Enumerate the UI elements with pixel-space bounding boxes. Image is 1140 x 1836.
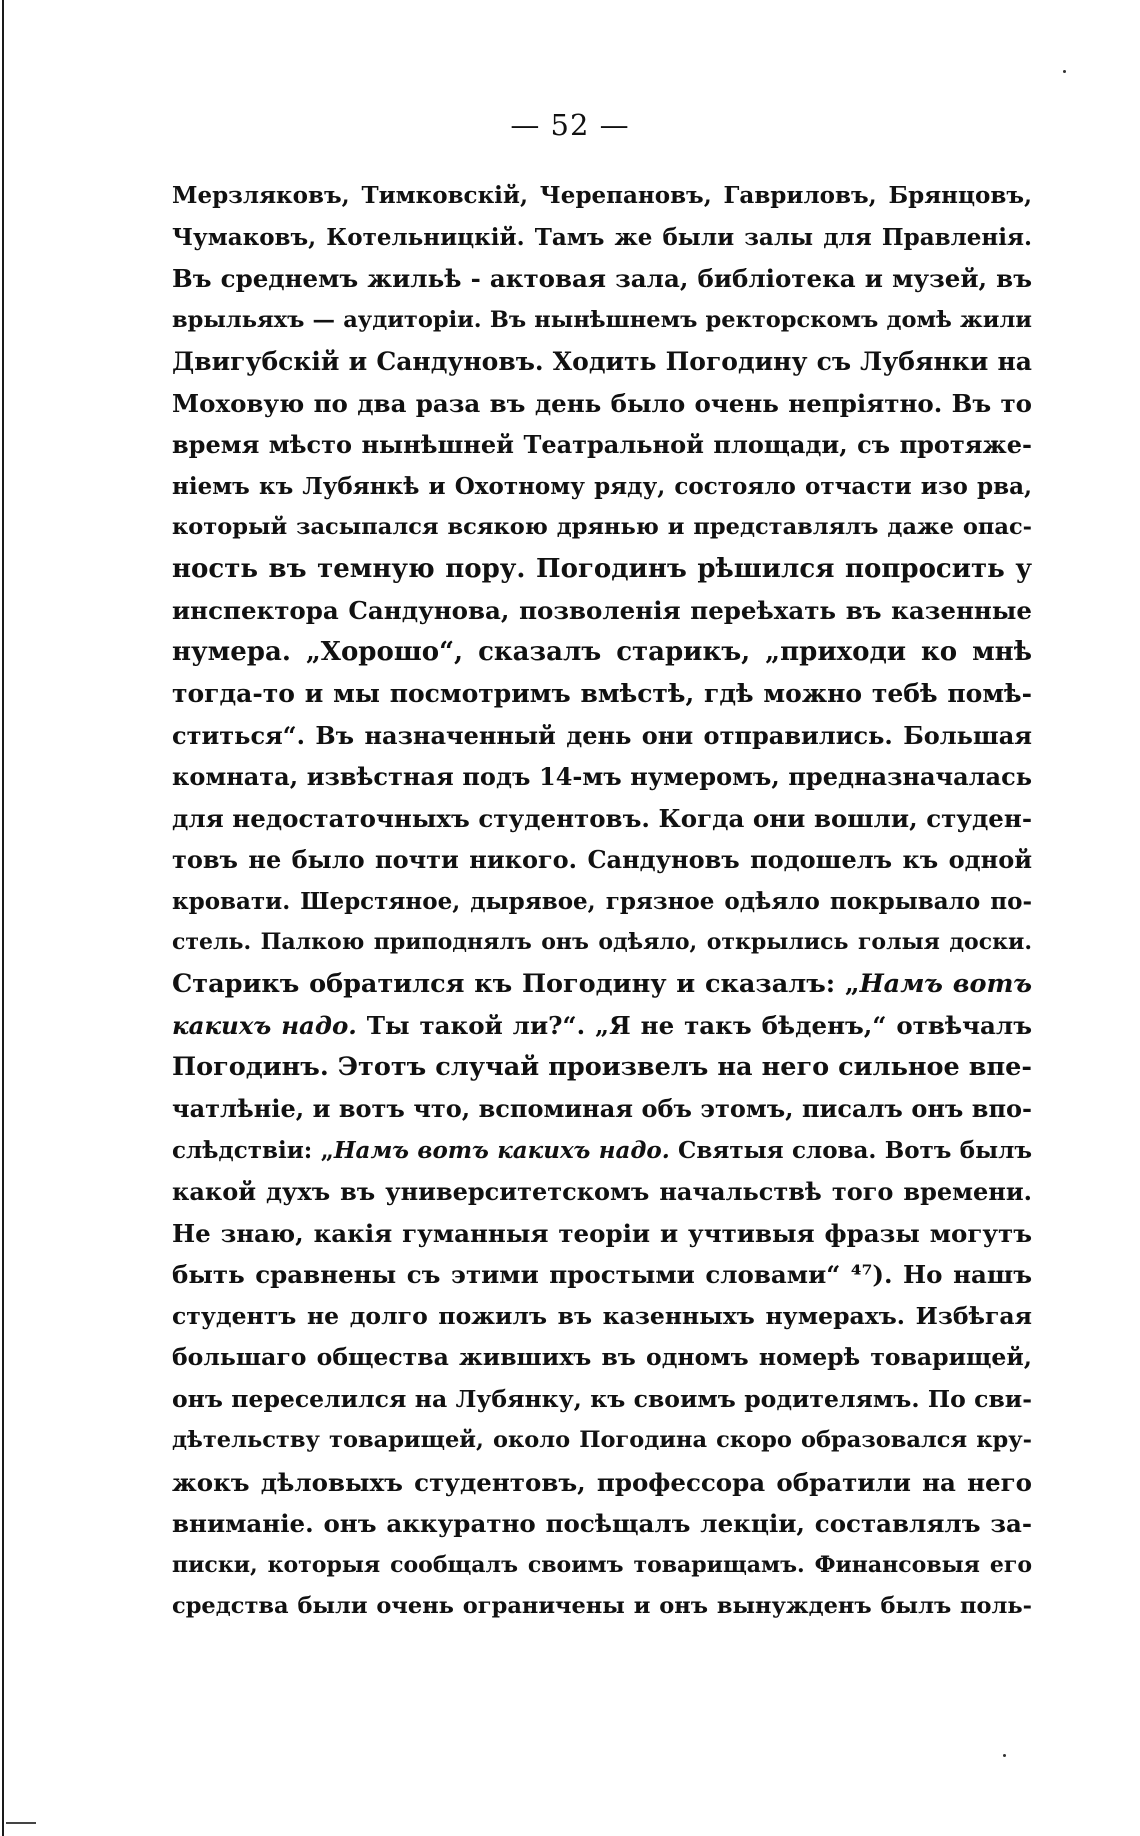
italic-quote: Намъ вотъ — [859, 968, 1032, 999]
text-line: Не знаю, какія гуманныя теоріи и учтивыя фразы могутъ — [172, 1218, 1032, 1248]
text-line: Мерзляковъ, Тимковскій, Черепановъ, Гавриловъ, Брянцовъ, — [172, 182, 1032, 209]
text-line: время мѣсто нынѣшней Театральной площади, съ протяже- — [172, 430, 1032, 459]
text-line: комната, извѣстная подъ 14-мъ нумеромъ, предназначалась — [172, 762, 1032, 791]
text-line: писки, которыя сообщалъ своимъ товарищамъ. Финансовыя его — [172, 1551, 1032, 1578]
ink-speck — [1063, 70, 1066, 73]
italic-quote: какихъ надо. — [172, 1011, 357, 1040]
text-line: врыльяхъ — аудиторіи. Въ нынѣшнемъ ректорскомъ домѣ жили — [172, 306, 1032, 333]
text-line: ніемъ къ Лубянкѣ и Охотному ряду, состояло отчасти изо рва, — [172, 472, 1032, 500]
text-line: чатлѣніе, и вотъ что, вспоминая объ этомъ, писалъ онъ впо- — [172, 1094, 1032, 1123]
text-line — [172, 964, 1032, 1006]
text-line: ститься“. Въ назначенный день они отправились. Большая — [172, 720, 1032, 750]
text-run: слѣдствіи: „ — [172, 1136, 334, 1164]
text-line: студентъ не долго пожилъ въ казенныхъ нумерахъ. Избѣгая — [172, 1301, 1032, 1330]
text-line: Двигубскій и Сандуновъ. Ходить Погодину съ Лубянки на — [172, 347, 1032, 376]
page-number: — 52 — — [510, 108, 630, 142]
text-line: кровати. Шерстяное, дырявое, грязное одѣяло покрывало по- — [172, 887, 1032, 915]
text-line: нумера. „Хорошо“, сказалъ старикъ, „приходи ко мнѣ — [172, 636, 1032, 667]
text-line: средства были очень ограничены и онъ вынужденъ былъ поль- — [172, 1593, 1032, 1619]
page-edge-shadow — [2, 0, 4, 1836]
text-line: для недостаточныхъ студентовъ. Когда они вошли, студен- — [172, 803, 1032, 833]
text-line: Погодинъ. Этотъ случай произвелъ на него сильное впе- — [172, 1051, 1032, 1082]
text-line: онъ переселился на Лубянку, къ своимъ родителямъ. По сви- — [172, 1384, 1032, 1413]
text-line: ность въ темную пору. Погодинъ рѣшился попросить у — [172, 553, 1032, 584]
text-line: Чумаковъ, Котельницкій. Тамъ же были залы для Правленія. — [172, 223, 1032, 251]
ink-speck — [1003, 1754, 1006, 1757]
text-line: Моховую по два раза въ день было очень непріятно. Въ то — [172, 388, 1032, 418]
text-line: который засыпался всякою дрянью и представлялъ даже опас- — [172, 514, 1032, 540]
text-line: жокъ дѣловыхъ студентовъ, профессора обратили на него — [172, 1467, 1032, 1497]
scan-mark — [6, 1822, 36, 1824]
text-line — [172, 1130, 1032, 1172]
text-line: инспектора Сандунова, позволенія переѣхать въ казенные — [172, 596, 1032, 625]
text-line: дѣтельству товарищей, около Погодина скоро образовался кру- — [172, 1427, 1032, 1453]
text-line: вниманіе. онъ аккуратно посѣщалъ лекціи, составлялъ за- — [172, 1509, 1032, 1538]
text-run: Старикъ обратился къ Погодину и сказалъ: „ — [172, 968, 860, 999]
text-line: стель. Палкою приподнялъ онъ одѣяло, открылись голыя доски. — [172, 929, 1032, 955]
text-line: тогда-то и мы посмотримъ вмѣстѣ, гдѣ можно тебѣ помѣ- — [172, 679, 1032, 708]
text-line: какой духъ въ университетскомъ начальствѣ того времени. — [172, 1177, 1032, 1206]
text-line — [172, 1005, 1032, 1047]
text-run: Ты такой ли?“. „Я не такъ бѣденъ,“ отвѣчалъ — [356, 1011, 1032, 1040]
italic-quote: Намъ вотъ какихъ надо. — [333, 1136, 670, 1164]
text-line: быть сравнены съ этими простыми словами“ ⁴⁷). Но нашъ — [172, 1260, 1032, 1289]
body-text — [172, 175, 1032, 1628]
text-line: товъ не было почти никого. Сандуновъ подошелъ къ одной — [172, 845, 1032, 874]
text-line: большаго общества жившихъ въ одномъ номерѣ товарищей, — [172, 1343, 1032, 1371]
text-line: Въ среднемъ жильѣ - актовая зала, библіотека и музей, въ — [172, 264, 1032, 293]
text-run: Святыя слова. Вотъ былъ — [669, 1136, 1032, 1164]
